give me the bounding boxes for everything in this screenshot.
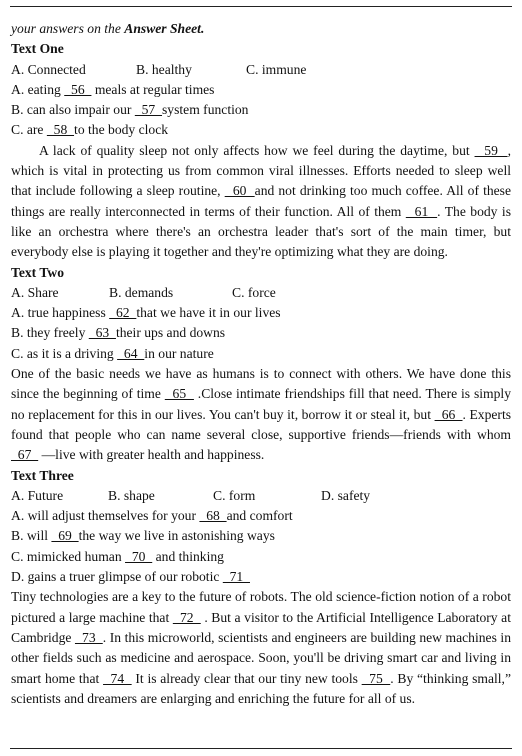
- passage-text: One of the basic needs we have as humans is to connect with others. We have done this since the beginning of time: [11, 366, 511, 402]
- answer-blank: 75: [361, 670, 391, 686]
- item-text: D. gains a truer glimpse of our robotic: [11, 569, 223, 585]
- answer-blank: 63: [88, 325, 116, 341]
- answer-blank: 72: [172, 609, 201, 625]
- instruction-text: your answers on the: [11, 21, 125, 36]
- content: [11, 19, 511, 709]
- item-text: B. will: [11, 528, 52, 544]
- item-text: and comfort: [226, 508, 293, 524]
- item-text: the way we live in astonishing ways: [78, 528, 275, 544]
- instruction-line: [11, 19, 511, 39]
- answer-blank: 74: [103, 670, 132, 686]
- answer-blank: 70: [125, 548, 153, 564]
- answer-blank: 67: [11, 447, 39, 463]
- sentence-item: [11, 100, 511, 120]
- passage-text: . By “thinking small,” scientists and dreamers are enlarging and enriching the future for all of us.: [11, 670, 511, 706]
- answer-blank: 62: [109, 305, 137, 321]
- sentence-item: [11, 567, 511, 587]
- sentence-item: [11, 526, 511, 546]
- passage-text: and not drinking too much coffee. All of these things are really interconnected in terms of their function. All of them: [11, 183, 512, 219]
- answer-blank: 56: [64, 81, 92, 97]
- item-text: to the body clock: [74, 122, 169, 138]
- option: D. safety: [321, 487, 371, 503]
- sentence-item: [11, 344, 511, 364]
- option: C. force: [232, 284, 276, 300]
- answer-blank: 66: [434, 406, 463, 422]
- item-text: B. can also impair our: [11, 102, 135, 118]
- option: A. Share: [11, 284, 59, 300]
- item-text: A. eating: [11, 81, 65, 97]
- passage-text: . In this microworld, scientists and engineers are building new machines in other fields such as medicine and aerospace. Soon, you'll be driving smart car and living in smart home that: [11, 629, 511, 686]
- answer-blank: 59: [474, 142, 508, 158]
- sentence-item: [11, 547, 511, 567]
- passage-text: A lack of quality sleep not only affects how we feel during the daytime, but: [39, 142, 475, 158]
- answer-blank: 68: [199, 508, 227, 524]
- passage-text: . The body is like an orchestra where there's an orchestra leader that's sort of the main timer, but everybody else is playing it together and they're optimizing what they are doing.: [11, 203, 511, 260]
- passage-text: It is already clear that our tiny new tools: [131, 670, 362, 686]
- item-text: A. will adjust themselves for your: [11, 508, 200, 524]
- sentence-item: [11, 80, 511, 100]
- passage-text: .Close intimate friendships fill that need. There is simply no replacement for this in our lives. You can't buy it, borrow it or steal it, but: [11, 386, 511, 422]
- option: C. form: [213, 487, 256, 503]
- answer-blank: 73: [74, 629, 103, 645]
- item-text: B. they freely: [11, 325, 89, 341]
- sentence-item: [11, 506, 511, 526]
- text-one-options: [11, 60, 511, 80]
- item-text: A. true happiness: [11, 305, 110, 321]
- option: B. shape: [108, 487, 155, 503]
- text-three-options: [11, 486, 511, 506]
- text-three-passage: [11, 587, 511, 709]
- text-three-title: Text Three: [11, 467, 74, 483]
- item-text: their ups and downs: [115, 325, 226, 341]
- bottom-divider: [10, 748, 512, 749]
- passage-text: . Experts found that people who can name several close, supportive friends—friends with whom: [11, 406, 512, 442]
- text-two-title: Text Two: [11, 264, 64, 280]
- sentence-item: [11, 303, 511, 323]
- top-divider: [10, 6, 512, 7]
- item-text: in our nature: [144, 345, 214, 361]
- text-one-title: Text One: [11, 41, 64, 57]
- item-text: C. mimicked human: [11, 548, 126, 564]
- passage-text: , which is vital in protecting us from common viral illnesses. Efforts needed to sleep well that include following a sleep routine,: [11, 142, 511, 199]
- passage-text: . But a visitor to the Artificial Intelligence Laboratory at Cambridge: [11, 609, 511, 645]
- answer-blank: 57: [134, 102, 163, 118]
- text-one-passage: [11, 141, 511, 263]
- passage-text: Tiny technologies are a key to the future of robots. The old science-fiction notion of a robot pictured a large machine that: [11, 589, 511, 625]
- passage-text: —live with greater health and happiness.: [38, 447, 265, 463]
- answer-blank: 69: [51, 528, 79, 544]
- sentence-item: [11, 323, 511, 343]
- answer-blank: 65: [164, 386, 194, 402]
- text-two-options: [11, 283, 511, 303]
- answer-blank: 60: [224, 183, 255, 199]
- option: A. Connected: [11, 61, 86, 77]
- item-text: C. as it is a driving: [11, 345, 118, 361]
- answer-blank: 61: [405, 203, 438, 219]
- item-text: C. are: [11, 122, 47, 138]
- sentence-item: [11, 120, 511, 140]
- option: C. immune: [246, 61, 307, 77]
- option: B. demands: [109, 284, 174, 300]
- answer-blank: 71: [222, 569, 250, 585]
- answer-blank: 58: [46, 122, 75, 138]
- answer-sheet-label: Answer Sheet.: [124, 21, 205, 36]
- item-text: that we have it in our lives: [136, 305, 281, 321]
- answer-blank: 64: [117, 345, 145, 361]
- item-text: and thinking: [152, 548, 224, 564]
- item-text: meals at regular times: [91, 81, 215, 97]
- option: B. healthy: [136, 61, 192, 77]
- text-two-passage: [11, 364, 511, 465]
- item-text: system function: [162, 102, 249, 118]
- option: A. Future: [11, 487, 64, 503]
